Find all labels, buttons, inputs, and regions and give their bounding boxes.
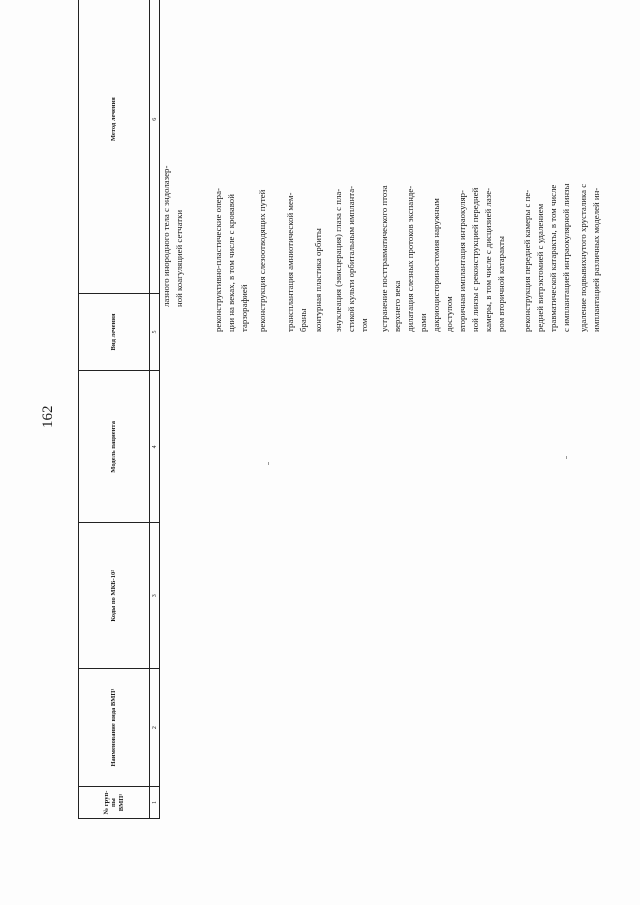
entry-line: ром вторичной катаракты [496,236,506,332]
entry-line: ции на веках, в том числе с кровавой [226,194,236,332]
entry-line: том [359,318,369,332]
entry-line: доступом [444,296,454,332]
table-header [78,0,160,819]
entry-line: верхнего века [392,280,402,332]
entry-line: травматической катаракты, в том числе [548,184,558,332]
header-icd-codes: Коды по МКБ-10² [79,522,149,668]
column-number: 2 [150,668,159,786]
entry-line: браны [298,308,308,332]
rotated-table-continued [521,0,601,819]
entry-line: дилатация слезных протоков экспанде- [405,185,415,332]
header-patient-model: Модель пациента [79,370,149,522]
entry-line: рами [418,313,428,332]
header-group-number: № груп- пы ВМП¹ [79,786,149,818]
entry-line: вторичная имплантация интраокуляр- [457,190,467,332]
entry-line: имплантацией различных моделей ин- [591,187,601,332]
treatment-method-entries-continued [521,0,640,819]
entry-line: ной коагуляцией сетчатки [174,209,184,307]
entry-line: дакриоцисториностомия наружным [431,198,441,332]
header-treatment-type: Вид лечения [79,293,149,371]
page-number: 162 [40,405,56,428]
entry-line: реконструктивно-пластические опера- [213,188,223,332]
entry-line: трансплантация амниотической мем- [285,192,295,332]
entry-line: реконструкция слезоотводящих путей [257,189,267,332]
header-vmp-name: Наименование вида ВМП¹ [79,668,149,786]
scan-speck [268,462,269,465]
entry-line: редней витрэктомией с удалением [535,203,545,332]
column-number: 6 [150,0,159,293]
column-number: 1 [150,786,159,818]
entry-line: контурная пластика орбиты [313,228,323,332]
entry-line: устранение посттравматического птоза [379,185,389,332]
treatment-method-entries [160,0,506,819]
entry-line: ной линзы с реконструкцией передней [470,187,480,332]
entry-line: лазного инородного тела с эндолазер- [161,165,171,307]
rotated-table [78,0,506,819]
column-number: 3 [150,522,159,668]
column-number: 5 [150,293,159,371]
entry-line: камеры, в том числе с дисцизией лазе- [483,187,493,332]
header-labels-row [79,0,149,819]
entry-line: тарзорафией [239,284,249,332]
entry-line: удаление подвывихнутого хрусталика с [578,183,588,332]
entry-line: с имплантацией интраокулярной линзы [561,183,571,332]
header-treatment-method: Метод лечения [79,0,149,293]
header-numbers-row [149,0,159,819]
column-number: 4 [150,370,159,522]
entry-line: реконструкция передней камеры с пе- [522,189,532,332]
entry-line: стикой культи орбитальным импланта- [346,185,356,332]
entry-line: энуклеация (эвисцерация) глаза с пла- [333,188,343,332]
scan-speck [566,456,567,459]
